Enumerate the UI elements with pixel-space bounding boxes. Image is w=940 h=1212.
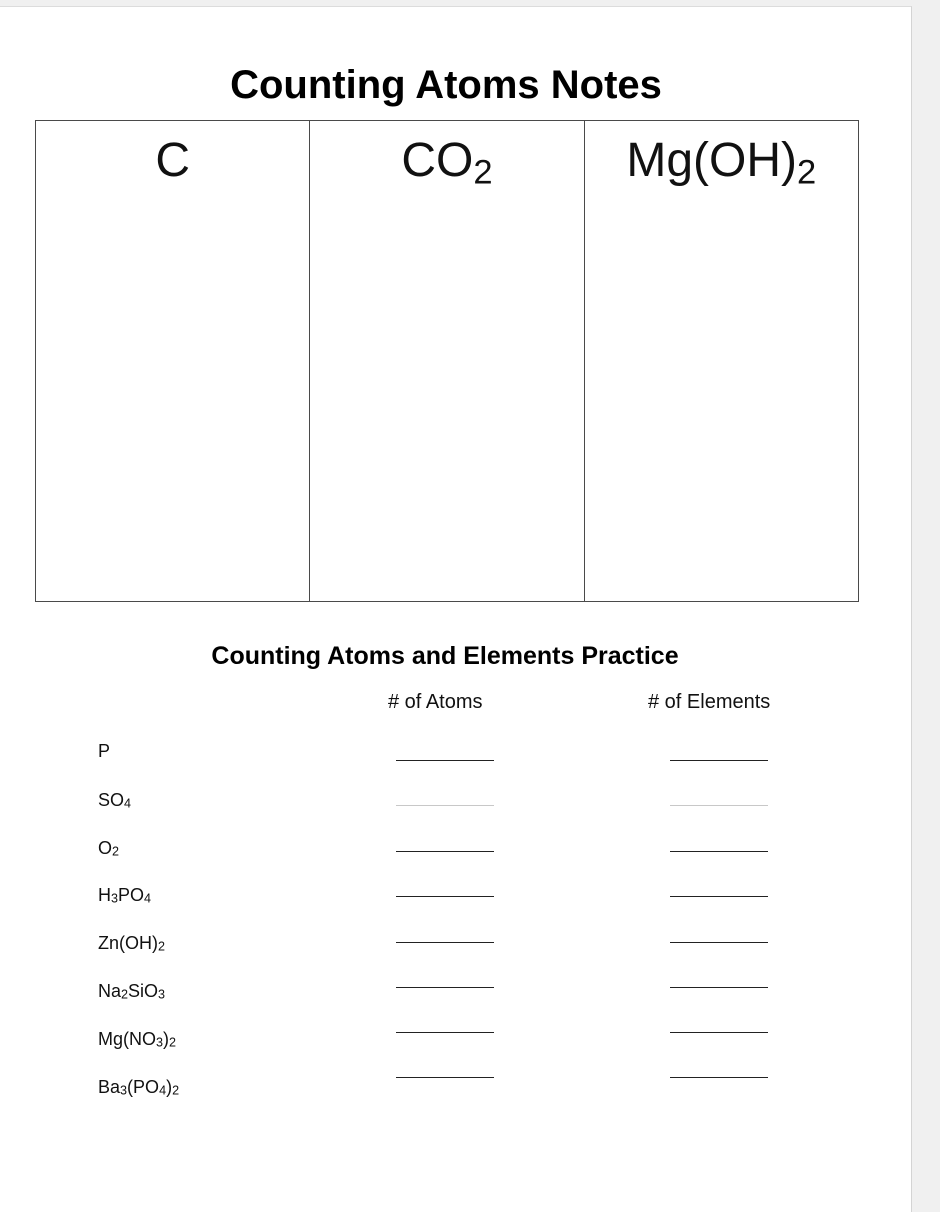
elements-answer-blank[interactable] [670, 1077, 768, 1078]
atoms-answer-blank[interactable] [396, 851, 494, 852]
formula-part: O [98, 838, 113, 858]
atoms-column-header: # of Atoms [388, 691, 483, 713]
notes-column-formula: Mg(OH) [626, 134, 798, 187]
elements-answer-blank[interactable] [670, 987, 768, 988]
formula-part: SO [98, 790, 125, 810]
notes-column-formula: C [155, 134, 190, 187]
notes-column-co2 [310, 121, 584, 601]
formula-part: Na [98, 981, 122, 1001]
elements-answer-blank[interactable] [670, 805, 768, 806]
notes-table [35, 120, 859, 602]
formula-part: PO [118, 885, 145, 905]
formula-part: P [98, 741, 111, 761]
formula-subscript: 2 [172, 1083, 180, 1098]
formula-subscript: 3 [120, 1083, 128, 1098]
formula-subscript: 4 [159, 1083, 167, 1098]
formula-part: ) [163, 1029, 170, 1049]
elements-answer-blank[interactable] [670, 1032, 768, 1033]
formula-part: Mg(NO [98, 1029, 156, 1049]
atoms-answer-blank[interactable] [396, 1077, 494, 1078]
formula-subscript: 3 [111, 891, 119, 906]
worksheet-page [0, 6, 912, 1212]
notes-column-subscript: 2 [473, 153, 493, 192]
atoms-answer-blank[interactable] [396, 896, 494, 897]
practice-formula [98, 885, 151, 906]
notes-column-c [36, 121, 310, 601]
formula-part: Zn(OH) [98, 933, 158, 953]
atoms-answer-blank[interactable] [396, 760, 494, 761]
practice-title: Counting Atoms and Elements Practice [211, 642, 679, 670]
practice-formula [98, 838, 119, 859]
formula-subscript: 2 [112, 844, 120, 859]
notes-title: Counting Atoms Notes [230, 63, 662, 107]
formula-subscript: 3 [156, 1035, 164, 1050]
formula-part: H [98, 885, 111, 905]
practice-formula [98, 933, 165, 954]
practice-formula [98, 790, 131, 811]
formula-subscript: 2 [158, 939, 166, 954]
notes-column-formula: CO [401, 134, 474, 187]
practice-formula [98, 741, 110, 762]
elements-answer-blank[interactable] [670, 851, 768, 852]
formula-subscript: 2 [169, 1035, 177, 1050]
formula-subscript: 4 [144, 891, 152, 906]
atoms-answer-blank[interactable] [396, 987, 494, 988]
elements-answer-blank[interactable] [670, 896, 768, 897]
formula-part: (PO [127, 1077, 160, 1097]
formula-part: ) [166, 1077, 173, 1097]
formula-part: Ba [98, 1077, 121, 1097]
elements-answer-blank[interactable] [670, 760, 768, 761]
atoms-answer-blank[interactable] [396, 942, 494, 943]
notes-column-mgoh2 [585, 121, 858, 601]
practice-formula [98, 1077, 179, 1098]
elements-answer-blank[interactable] [670, 942, 768, 943]
formula-subscript: 4 [124, 796, 132, 811]
atoms-answer-blank[interactable] [396, 1032, 494, 1033]
formula-subscript: 3 [158, 987, 166, 1002]
notes-column-subscript: 2 [797, 153, 817, 192]
practice-formula [98, 1029, 176, 1050]
elements-column-header: # of Elements [648, 691, 771, 713]
practice-formula [98, 981, 165, 1002]
formula-subscript: 2 [121, 987, 129, 1002]
atoms-answer-blank[interactable] [396, 805, 494, 806]
formula-part: SiO [128, 981, 159, 1001]
